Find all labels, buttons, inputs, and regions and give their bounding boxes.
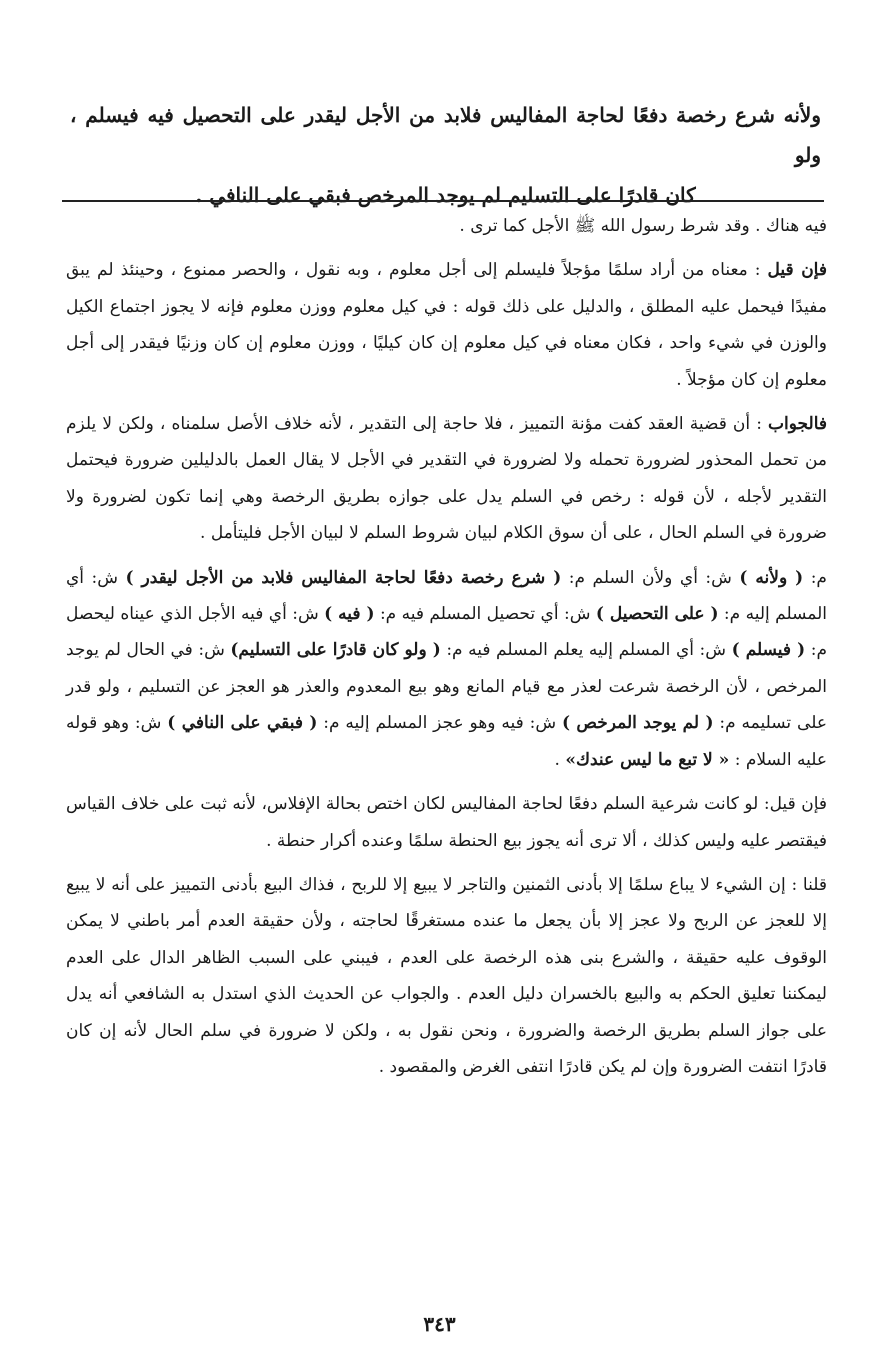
main-text-line-2: كان قادرًا على التسليم لم يوجد المرخص فبقي على النافي . <box>195 183 696 207</box>
quoted-matn: ( على التحصيل ) <box>595 604 719 625</box>
commentary-segment: ش: وهو قوله عليه السلام : <box>66 713 827 770</box>
hadith-quote: « لا تبع ما ليس عندك» <box>565 749 730 770</box>
commentary-paragraph-3 <box>66 560 827 778</box>
commentary-segment: م: <box>803 567 827 588</box>
commentary-paragraph-5: قلنا : إن الشيء لا يباع سلمًا إلا بأدنى الثمنين والتاجر لا يبيع إلا للربح ، فذاك البيع بأدنى التمييز على أنه لا يبيع إلا للعجز عن الربح ولا عجز إلا بأن يجعل ما عنده مستغرقًا لحاجته ، ولأن حقيقة العدم أمر باطني لا يمكن الوقوف عليه حقيقة ، والشرع بنى هذه الرخصة على العدم ، فيبني على السبب الظاهر الدال على العدم ليمكننا تعليق الحكم به والبيع بالخسران دليل العدم . والجواب عن الحديث الذي استدل به الشافعي أنه يدل على جواز السلم بطريق الرخصة والضرورة ، ونحن نقول به ، ولكن لا ضرورة في سلم الحال لأنه إن كان قادرًا انتفت الضرورة وإن لم يكن قادرًا انتفى الغرض والمقصود . <box>66 874 827 1077</box>
main-text-line-1: ولأنه شرع رخصة دفعًا لحاجة المفاليس فلابد من الأجل ليقدر على التحصيل فيه فيسلم ، ولو <box>70 103 821 167</box>
commentary-segment: ش: أي تحصيل المسلم فيه م: <box>374 604 596 625</box>
separator-rule <box>62 200 824 202</box>
commentary-paragraph-0: فيه هناك . وقد شرط رسول الله ﷺ الأجل كما ترى . <box>459 216 827 236</box>
quoted-matn: ( لم يوجد المرخص ) <box>562 713 714 734</box>
commentary-segment: ش: فيه وهو عجز المسلم إليه م: <box>317 713 562 734</box>
commentary-paragraph-4: فإن قيل: لو كانت شرعية السلم دفعًا لحاجة المفاليس لكان اختص بحالة الإفلاس، لأنه ثبت على خلاف القياس فيقتصر عليه وليس كذلك ، ألا ترى أنه يجوز بيع الحنطة سلمًا وعنده أكرار حنطة . <box>66 794 827 851</box>
quoted-matn: ( فيسلم ) <box>731 640 806 661</box>
commentary-segment: ش: أي المسلم إليه يعلم المسلم فيه م: <box>440 640 732 661</box>
paragraph-label: فالجواب <box>768 414 827 435</box>
commentary-segment: ش: أي فيه الأجل الذي عيناه ليحصل م: <box>66 604 827 661</box>
main-text <box>70 95 821 215</box>
paragraph-text: : معناه من أراد سلمًا مؤجلاً فليسلم إلى أجل معلوم ، وبه نقول ، والحصر ممنوع ، وحينئذ لم يبق مفيدًا فيحمل عليه المطلق ، والدليل على ذلك قوله : في كيل معلوم ووزن معلوم فإنه لا يجوز اجتماع الكيل والوزن في شيء واحد ، فكان معناه في كيل معلوم إن كان كيليًا ، ووزن معلوم إن كان وزنيًا فيقدر إلى أجل معلوم إن كان مؤجلاً . <box>66 260 827 390</box>
paragraph-label: فإن قيل <box>767 260 827 281</box>
commentary-paragraph-1 <box>66 252 827 398</box>
paragraph-text: : أن قضية العقد كفت مؤنة التمييز ، فلا حاجة إلى التقدير ، لأنه خلاف الأصل سلمناه ، ولكن لا يلزم من تحمل المحذور لضرورة تحمله ولا لضرورة في التقدير في الأجل لا يقال العمل بالدليلين ضرورة فيحتمل التقدير لأجله ، لأن قوله : رخص في السلم يدل على جوازه بطريق الرخصة وهي إنما تكون لضرورة ولا ضرورة في السلم الحال ، على أن سوق الكلام لبيان شروط السلم لا لبيان الأجل فليتأمل . <box>66 414 827 544</box>
page-number: ٣٤٣ <box>423 1312 456 1336</box>
commentary-segment: ش: أي المسلم إليه م: <box>66 567 828 625</box>
quoted-matn: ( ولو كان قادرًا على التسليم) <box>230 640 441 661</box>
commentary <box>66 208 827 1093</box>
quoted-matn: ( فبقي على النافي ) <box>167 713 318 734</box>
quoted-matn: ( فيه ) <box>324 604 375 625</box>
quoted-matn: ( ولأنه ) <box>739 567 804 588</box>
commentary-paragraph-2 <box>66 406 827 552</box>
commentary-segment: ش: في الحال لم يوجد المرخص ، لأن الرخصة شرعت لعذر مع قيام المانع وهو بيع المعدوم والعذر هو العجز عن التسليم ، ولو قدر على تسليمه م: <box>66 640 827 734</box>
commentary-segment: ش: أي ولأن السلم م: <box>561 567 740 588</box>
commentary-segment: . <box>554 749 566 770</box>
quoted-matn: ( شرع رخصة دفعًا لحاجة المفاليس فلابد من الأجل ليقدر ) <box>125 567 562 588</box>
